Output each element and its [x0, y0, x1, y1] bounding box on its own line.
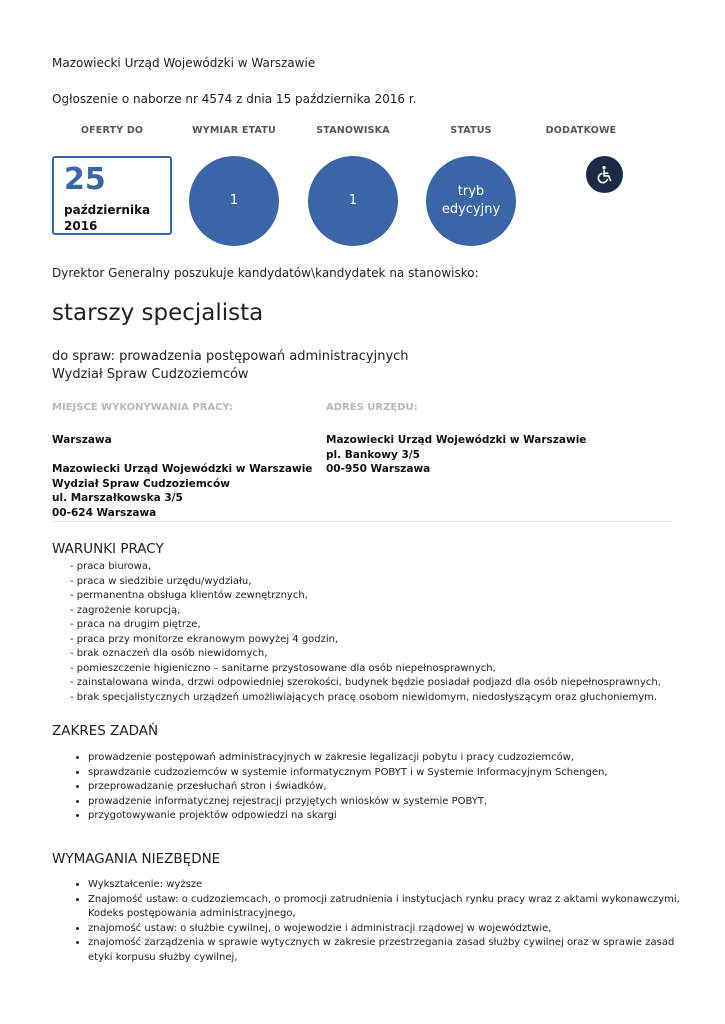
list-item: • znajomość zarządzenia w sprawie wytycznych w zakresie przestrzegania zasad służby cywilnej oraz w sprawie zasad etyki korpusu służby cywilnej,	[88, 936, 688, 965]
list-item: - zainstalowana winda, drzwi odpowiedniej szerokości, budynek będzie posiadał podjazd dla osób niepełnosprawnych,	[70, 676, 661, 691]
deadline-year: 2016	[64, 219, 98, 233]
list-item: - zagrożenie korupcją,	[70, 604, 661, 619]
list-item: • przeprowadzanie przesłuchań stron i świadków,	[88, 780, 688, 795]
workplace-label: MIEJSCE WYKONYWANIA PRACY:	[52, 402, 233, 413]
wheelchair-icon	[586, 156, 623, 193]
column-header-positions: STANOWISKA	[316, 125, 390, 136]
warunki-list	[70, 560, 661, 705]
list-item: • prowadzenie postępowań administracyjnych w zakresie legalizacji pobytu i pracy cudzoziemców,	[88, 751, 688, 766]
status-line2: edycyjny	[441, 202, 501, 217]
positions-value: 1	[348, 193, 358, 208]
column-header-status: STATUS	[450, 125, 492, 136]
office-address-line: Mazowiecki Urząd Wojewódzki w Warszawie	[326, 434, 587, 446]
list-item: • przygotowywanie projektów odpowiedzi na skargi	[88, 809, 688, 824]
list-item: - brak oznaczeń dla osób niewidomych,	[70, 647, 661, 662]
workplace-line: Mazowiecki Urząd Wojewódzki w Warszawie	[52, 463, 313, 475]
section-title-wymagania: WYMAGANIA NIEZBĘDNE	[52, 851, 221, 867]
notice-title: Ogłoszenie o naborze nr 4574 z dnia 15 października 2016 r.	[52, 92, 417, 106]
department-scope: do spraw: prowadzenia postępowań administracyjnych	[52, 349, 409, 364]
section-title-zakres: ZAKRES ZADAŃ	[52, 723, 159, 739]
status-line1: tryb	[457, 184, 485, 199]
position-title: starszy specjalista	[52, 300, 264, 326]
status-circle	[426, 156, 516, 246]
positions-circle	[308, 156, 398, 246]
list-item: • Znajomość ustaw: o cudzoziemcach, o promocji zatrudnienia i instytucjach rynku pracy wraz z aktami wykonawczymi, Kodeks postępowania administracyjnego,	[88, 893, 688, 922]
list-item: - permanentna obsługa klientów zewnętrznych,	[70, 589, 661, 604]
list-item: - pomieszczenie higieniczno – sanitarne przystosowane dla osób niepełnosprawnych,	[70, 662, 661, 677]
wymagania-list	[70, 878, 688, 965]
workplace-line: Wydział Spraw Cudzoziemców	[52, 477, 230, 490]
section-divider	[52, 521, 672, 522]
office-address-label: ADRES URZĘDU:	[326, 402, 418, 413]
list-item: - praca biurowa,	[70, 560, 661, 575]
list-item: - praca w siedzibie urzędu/wydziału,	[70, 575, 661, 590]
workplace-line: ul. Marszałkowska 3/5	[52, 492, 183, 504]
office-address-line: 00-950 Warszawa	[326, 463, 431, 475]
list-item: - praca na drugim piętrze,	[70, 618, 661, 633]
list-item: • prowadzenie informatycznej rejestracji przyjętych wniosków w systemie POBYT,	[88, 795, 688, 810]
etat-circle	[189, 156, 279, 246]
deadline-day: 25	[64, 162, 106, 197]
list-item: - praca przy monitorze ekranowym powyżej 4 godzin,	[70, 633, 661, 648]
workplace-line: 00-624 Warszawa	[52, 506, 157, 519]
zakres-list	[70, 751, 688, 824]
deadline-box	[52, 156, 172, 235]
column-header-deadline: OFERTY DO	[80, 125, 144, 136]
column-header-extra: DODATKOWE	[545, 125, 617, 136]
list-item: - brak specjalistycznych urządzeń umożliwiających pracę osobom niewidomym, niedosłyszącym oraz głuchoniemym.	[70, 691, 661, 706]
column-header-etat: WYMIAR ETATU	[192, 125, 276, 136]
department-name: Wydział Spraw Cudzoziemców	[52, 367, 249, 382]
section-title-warunki: WARUNKI PRACY	[52, 541, 164, 557]
office-name: Mazowiecki Urząd Wojewódzki w Warszawie	[52, 56, 316, 70]
list-item: • znajomość ustaw: o służbie cywilnej, o wojewodzie i administracji rządowej w województwie,	[88, 922, 688, 937]
office-address	[326, 433, 586, 477]
deadline-month: października	[64, 203, 151, 217]
workplace-city: Warszawa	[52, 434, 112, 446]
etat-value: 1	[229, 193, 239, 208]
list-item: • Wykształcenie: wyższe	[88, 878, 688, 893]
workplace-address	[52, 433, 312, 520]
lead-text: Dyrektor Generalny poszukuje kandydatów\kandydatek na stanowisko:	[52, 266, 479, 280]
list-item: • sprawdzanie cudzoziemców w systemie informatycznym POBYT i w Systemie Informacyjnym Schengen,	[88, 766, 688, 781]
office-address-line: pl. Bankowy 3/5	[326, 448, 420, 461]
department-info	[52, 348, 409, 384]
